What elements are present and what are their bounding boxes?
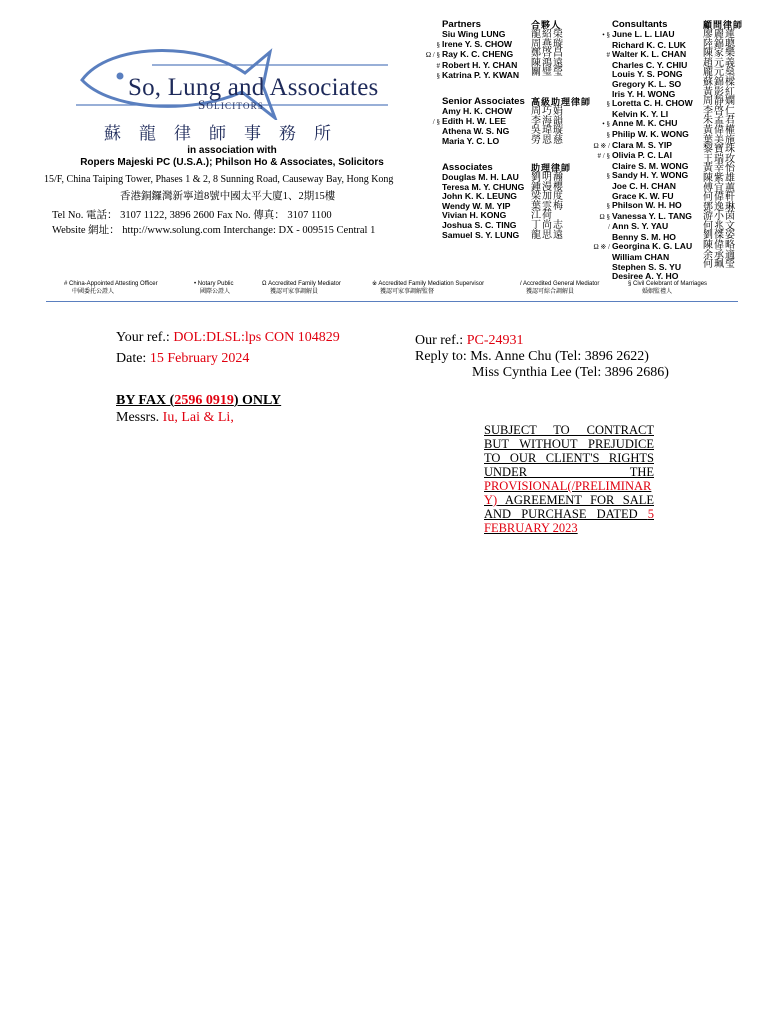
staff-name-chinese: 何兆文: [703, 220, 736, 232]
staff-name-chinese: 鍾漫櫻: [531, 181, 564, 193]
staff-name-chinese: 廖麗蓮: [703, 29, 736, 40]
staff-name: Edith H. W. LEE: [442, 115, 506, 126]
staff-name: Teresa M. Y. CHUNG: [442, 181, 525, 192]
staff-name-chinese: 王瑞玫: [703, 153, 736, 165]
senior-associates-column: [422, 97, 525, 146]
staff-name: Iris Y. H. WONG: [612, 88, 676, 99]
staff-name-chinese: 黃偉權: [703, 124, 736, 136]
staff-name-chinese: 梁加度: [531, 191, 564, 203]
staff-name-chinese: 朱孟君: [703, 115, 736, 127]
staff-name: Loretta C. H. CHOW: [612, 98, 693, 109]
staff-name: Claire S. M. WONG: [612, 160, 689, 171]
consultants-heading-chinese: 顧問律師: [703, 20, 744, 30]
letterhead-divider: [46, 301, 738, 302]
qualification-symbol: • §: [602, 31, 610, 39]
association-line-1: in association with: [187, 145, 277, 156]
staff-name: John K. K. LEUNG: [442, 191, 517, 202]
partners-column: [422, 20, 519, 82]
subject-heading: SUBJECT TO CONTRACT BUT WITHOUT PREJUDICE TO OUR CLIENT'S RIGHTS UNDER THE PROVISIONAL(/PRELIMINARY) AGREEMENT FOR SALE AND PURCHASE DATED 5 FEBRUARY 2023: [484, 423, 654, 535]
partners-heading: Partners: [442, 19, 481, 30]
staff-name: June L. L. LIAU: [612, 29, 675, 39]
staff-name-chinese: 丁尚志: [531, 219, 564, 231]
associates-chinese-column: [531, 163, 571, 240]
reply-to-line-2: Miss Cynthia Lee (Tel: 3896 2686): [472, 365, 669, 380]
qualification-symbol: #: [606, 51, 610, 60]
qualification-symbol: /: [608, 223, 610, 232]
firm-name: So, Lung and Associates: [128, 74, 379, 101]
staff-name-chinese: 吳瑋璇: [531, 125, 564, 137]
qualification-symbol: / §: [432, 117, 440, 126]
senior-associates-chinese-column: [531, 97, 591, 145]
staff-name: Siu Wing LUNG: [442, 29, 506, 39]
qualification-symbol: • §: [602, 120, 610, 129]
consultants-heading: Consultants: [612, 19, 668, 30]
qualification-legend: [60, 280, 740, 300]
staff-name-chinese: 葉美施: [703, 134, 736, 146]
staff-name-chinese: 游小茵: [703, 211, 736, 223]
staff-name: Richard K. C. LUK: [612, 39, 687, 50]
staff-name: Amy H. K. CHOW: [442, 106, 513, 116]
qualification-symbol: #: [436, 61, 440, 70]
qualification-symbol: §: [606, 100, 610, 109]
qualification-symbol: Ω ※ /: [593, 141, 610, 150]
legend-item: § Civil Celebrant of Marriages 婚姻監禮人: [628, 281, 708, 295]
staff-name: Maria Y. C. LO: [442, 135, 500, 146]
website-line: Website 網址： http://www.solung.com Interchange: DX - 009515 Central 1: [52, 225, 376, 236]
staff-name: Benny S. M. HO: [612, 231, 676, 242]
qualification-symbol: Ω ※ /: [593, 243, 610, 252]
staff-name: Katrina P. Y. KWAN: [442, 70, 520, 81]
telephone-fax-line: Tel No. 電話： 3107 1122, 3896 2600 Fax No. 傳真： 3107 1100: [52, 210, 332, 221]
partners-chinese-column: [531, 20, 564, 78]
qualification-symbol: §: [606, 202, 610, 211]
staff-name-chinese: 何珮瑩: [703, 259, 736, 271]
staff-row: [422, 71, 519, 82]
staff-name: Joshua S. C. TING: [442, 219, 517, 230]
staff-name: William CHAN: [612, 252, 670, 263]
qualification-symbol: Ω §: [599, 212, 610, 221]
staff-name: Louis Y. S. PONG: [612, 69, 683, 80]
staff-name: Anne M. K. CHU: [612, 118, 678, 129]
staff-name-chinese: 黎寶珠: [703, 144, 736, 156]
qualification-symbol: Ω / §: [425, 51, 440, 60]
staff-name: Irene Y. S. CHOW: [442, 38, 513, 49]
staff-name: Ray K. C. CHENG: [442, 49, 514, 60]
staff-name: Gregory K. L. SO: [612, 78, 682, 89]
staff-name-chinese: 鄧逸琳: [703, 201, 736, 213]
staff-name-chinese: 陳鴻遠: [531, 57, 564, 69]
staff-name-chinese: 黃影紅: [703, 86, 736, 98]
staff-name-chinese: 龐元燊: [703, 67, 736, 79]
staff-name-chinese: 陳紫雄: [703, 172, 736, 184]
staff-row: [422, 231, 524, 241]
staff-name-chinese: 李啓仁: [703, 105, 736, 117]
staff-name: Wendy W. M. YIP: [442, 200, 511, 211]
staff-name: Sandy H. Y. WONG: [612, 170, 689, 181]
associates-heading-chinese: 助理律師: [531, 163, 572, 173]
legend-item: # China-Appointed Attesting Officer 中國委托公證人: [64, 281, 158, 295]
staff-name: Stephen S. S. YU: [612, 261, 682, 272]
staff-name: Clara M. S. YIP: [612, 139, 673, 150]
partners-heading-chinese: 合夥人: [531, 20, 562, 30]
address-chinese: 香港銅鑼灣新寧道8號中國太平大廈1、2期15樓: [120, 191, 336, 202]
staff-row: [422, 137, 525, 147]
staff-name: Ann S. Y. YAU: [612, 221, 669, 232]
qualification-symbol: §: [436, 40, 440, 49]
legend-item: / Accredited General Mediator 獲認可綜合調解員: [520, 281, 600, 295]
qualification-symbol: # / §: [597, 152, 610, 161]
staff-name-chinese: 何偉軒: [703, 192, 736, 204]
staff-name-chinese: 陸錦聰: [703, 38, 736, 50]
legend-item: Ω Accredited Family Mediator 獲認可家事調解員: [262, 281, 341, 295]
staff-name-chinese: 鄭啓昌: [531, 48, 564, 60]
consultants-chinese-column: [703, 20, 743, 270]
staff-name: Athena W. S. NG: [442, 126, 510, 137]
firm-subtitle: Solicitors: [198, 97, 265, 112]
date-line: Date: 15 February 2024: [116, 351, 250, 366]
staff-name: Robert H. Y. CHAN: [442, 59, 518, 70]
staff-name-chinese: 陳家樂: [703, 48, 736, 60]
staff-name: Grace K. W. FU: [612, 190, 674, 201]
legend-item: ※ Accredited Family Mediation Supervisor 獲認可家事調解監督: [372, 281, 485, 295]
staff-name-chinese: 江荷: [531, 210, 553, 222]
recipient-line: Messrs. Iu, Lai & Li,: [116, 410, 234, 425]
reply-to-line-1: Reply to: Ms. Anne Chu (Tel: 3896 2622): [415, 349, 649, 364]
staff-name-chinese: 李海韻: [531, 115, 564, 127]
association-line-2: Ropers Majeski PC (U.S.A.); Philson Ho & Associates, Solicitors: [80, 157, 384, 168]
staff-name: Olivia P. C. LAI: [612, 150, 673, 161]
our-ref: Our ref.: PC-24931: [415, 333, 524, 348]
legend-item: • Notary Public 國際公證人: [194, 281, 234, 295]
staff-name-chinese: 勞恩慈: [531, 134, 564, 146]
staff-name: Desiree A. Y. HO: [612, 271, 679, 282]
staff-name-chinese: 龍思遠: [531, 229, 564, 241]
staff-name: Vanessa Y. L. TANG: [612, 210, 692, 221]
senior-associates-heading-chinese: 高級助理律師: [531, 97, 592, 107]
qualification-symbol: §: [606, 172, 610, 181]
staff-name-chinese: 余承適: [703, 249, 736, 261]
staff-name: Samuel S. Y. LUNG: [442, 229, 520, 240]
staff-name: Walter K. L. CHAN: [612, 49, 687, 60]
staff-name-chinese: 劉傑姿: [703, 230, 736, 242]
staff-name-chinese: 蘇錦樑: [703, 76, 736, 88]
qualification-symbol: §: [436, 72, 440, 81]
staff-name-chinese: 葉雲梅: [531, 200, 564, 212]
staff-name: Philson W. H. HO: [612, 200, 682, 211]
staff-name-chinese: 周巧娟: [531, 106, 564, 117]
staff-name-chinese: 龍紹榮: [531, 29, 564, 40]
by-fax-line: BY FAX (2596 0919) ONLY: [116, 393, 282, 408]
staff-name-chinese: 趙元義: [703, 57, 736, 69]
staff-name-chinese: 傅宜蕙: [703, 182, 736, 194]
staff-name: Philip W. K. WONG: [612, 128, 689, 139]
staff-name-chinese: 陳偉略: [703, 240, 736, 252]
staff-name-chinese: 劉明瀚: [531, 172, 564, 183]
staff-name: Vivian H. KONG: [442, 210, 507, 221]
staff-name-chinese: 周燕璇: [531, 38, 564, 50]
staff-name-chinese: 關璧瑩: [531, 67, 564, 79]
staff-name: Joe C. H. CHAN: [612, 180, 676, 191]
staff-name: Charles C. Y. CHIU: [612, 59, 688, 70]
associates-column: [422, 163, 524, 240]
staff-name: Kelvin K. Y. LI: [612, 108, 669, 119]
qualification-symbol: §: [606, 130, 610, 139]
associates-heading: Associates: [442, 162, 493, 173]
consultants-column: [592, 20, 693, 282]
your-ref: Your ref.: DOL:DLSL:lps CON 104829: [116, 330, 340, 345]
staff-name: Georgina K. G. LAU: [612, 241, 693, 252]
staff-name-chinese: 黃幸怡: [703, 163, 736, 175]
staff-name-chinese: 周靜嫻: [703, 96, 736, 108]
senior-associates-heading: Senior Associates: [442, 96, 525, 107]
address-english: 15/F, China Taiping Tower, Phases 1 & 2, 8 Sunning Road, Causeway Bay, Hong Kong: [44, 174, 394, 185]
staff-name: Douglas M. H. LAU: [442, 172, 519, 182]
firm-chinese-name: 蘇龍律師事務所: [104, 124, 349, 143]
